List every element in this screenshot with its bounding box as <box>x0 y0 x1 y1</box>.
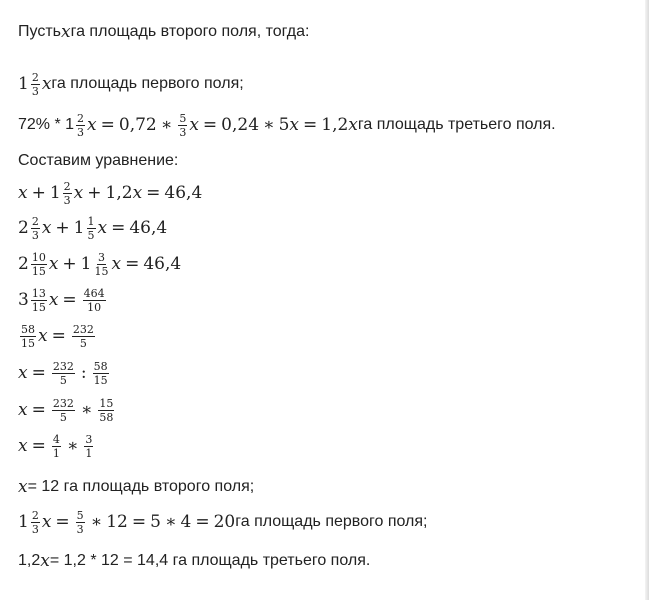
equals-sign: = <box>55 512 70 532</box>
multiply-sign: ∗ <box>164 512 177 532</box>
denominator: 3 <box>31 228 39 242</box>
whole-part: 1 <box>49 183 61 203</box>
var-x: x <box>48 290 59 310</box>
numerator: 2 <box>31 508 39 522</box>
var-x: x <box>40 551 50 571</box>
denominator: 15 <box>31 264 46 278</box>
denominator: 3 <box>31 84 39 98</box>
numerator: 5 <box>76 508 84 522</box>
denominator: 3 <box>179 125 187 139</box>
equation-line-4 <box>18 284 108 316</box>
value: 4 <box>180 512 192 532</box>
var-x: x <box>18 183 28 203</box>
numerator: 2 <box>31 70 39 84</box>
coefficient: 1,2 <box>18 552 41 569</box>
numerator: 2 <box>77 111 85 125</box>
equation-line-1 <box>18 177 202 209</box>
var-x: x <box>18 400 28 420</box>
value: 1,2 <box>105 183 133 203</box>
multiply-sign: ∗ <box>90 512 103 532</box>
numerator: 1 <box>87 214 95 228</box>
equals-sign: = <box>303 115 318 135</box>
result-first-field <box>18 506 427 538</box>
numerator: 2 <box>31 214 39 228</box>
denominator: 5 <box>87 228 95 242</box>
numerator: 232 <box>52 359 74 373</box>
multiply-sign: ∗ <box>80 400 93 420</box>
fraction <box>83 288 106 313</box>
denominator: 1 <box>85 446 93 460</box>
numerator: 2 <box>63 179 71 193</box>
denominator: 3 <box>63 193 71 207</box>
var-x: x <box>348 115 358 135</box>
equals-sign: = <box>62 290 77 310</box>
fraction <box>31 252 47 277</box>
fraction <box>76 113 85 138</box>
result-second-field <box>18 471 254 503</box>
fraction <box>93 361 109 386</box>
denominator: 3 <box>31 522 39 536</box>
numerator: 58 <box>21 322 35 336</box>
denominator: 15 <box>31 300 46 314</box>
whole-part: 1 <box>18 74 29 94</box>
fraction <box>63 181 72 206</box>
first-field-line <box>18 68 244 100</box>
equals-sign: = <box>31 400 46 420</box>
value: 20 <box>213 512 236 532</box>
third-field-line <box>18 109 556 141</box>
intro-text-b: га площадь второго поля, тогда: <box>70 23 310 40</box>
fraction <box>52 434 61 459</box>
denominator: 5 <box>59 410 67 424</box>
fraction <box>20 324 36 349</box>
result-text: = 12 га площадь второго поля; <box>27 478 255 495</box>
fraction <box>94 252 110 277</box>
equation-line-8 <box>18 430 95 462</box>
var-x: x <box>189 115 199 135</box>
equals-sign: = <box>111 218 126 238</box>
numerator: 232 <box>52 396 74 410</box>
fraction <box>31 510 40 535</box>
multiply-sign: ∗ <box>66 436 79 456</box>
denominator: 10 <box>87 300 102 314</box>
equals-sign: = <box>31 436 46 456</box>
var-x: x <box>87 115 97 135</box>
denominator: 15 <box>94 264 109 278</box>
var-x: x <box>289 115 299 135</box>
fraction <box>98 398 114 423</box>
whole-part: 1 <box>18 512 29 532</box>
fraction <box>87 216 96 241</box>
numerator: 4 <box>52 432 60 446</box>
intro-text-a: Пусть <box>18 23 61 40</box>
equals-sign: = <box>100 115 115 135</box>
denominator: 3 <box>77 125 85 139</box>
plus-sign: + <box>87 183 102 203</box>
value: 46,4 <box>143 254 182 274</box>
numerator: 3 <box>98 250 105 264</box>
denominator: 5 <box>79 336 87 350</box>
first-field-text: га площадь первого поля; <box>51 75 244 92</box>
multiply-sign: ∗ <box>263 115 275 135</box>
value: 0,72 <box>118 115 157 135</box>
equation-heading-text: Составим уравнение: <box>18 152 179 169</box>
equation-line-7 <box>18 394 116 426</box>
equation-line-5 <box>18 320 97 352</box>
var-x: x <box>111 254 122 274</box>
var-x: x <box>48 254 59 274</box>
value: 12 <box>106 512 128 532</box>
var-x: x <box>18 477 28 497</box>
multiply-sign: ∗ <box>160 115 173 135</box>
numerator: 5 <box>179 111 187 125</box>
numerator: 10 <box>31 250 46 264</box>
equals-sign: = <box>195 512 210 532</box>
whole-part: 1 <box>73 218 85 238</box>
var-x: x <box>97 218 108 238</box>
fraction <box>76 510 85 535</box>
equals-sign: = <box>131 512 147 532</box>
value: 46,4 <box>164 183 203 203</box>
var-x: x <box>18 436 28 456</box>
result-third-field <box>18 545 370 577</box>
equals-sign: = <box>146 183 161 203</box>
plus-sign: + <box>55 218 70 238</box>
fraction <box>31 216 40 241</box>
equals-sign: = <box>51 326 66 346</box>
numerator: 232 <box>72 322 94 336</box>
equals-sign: = <box>202 115 218 135</box>
percent-expr: 72% * 1 <box>18 116 75 133</box>
numerator: 13 <box>31 286 46 300</box>
denominator: 58 <box>99 410 114 424</box>
value: 5 <box>278 115 290 135</box>
page-edge-shadow <box>645 0 649 600</box>
result-text: = 1,2 * 12 = 14,4 га площадь третьего поля. <box>49 552 371 569</box>
whole-part: 2 <box>18 218 29 238</box>
numerator: 15 <box>99 396 114 410</box>
denominator: 15 <box>93 373 108 387</box>
value: 0,24 <box>221 115 260 135</box>
value: 46,4 <box>129 218 168 238</box>
var-x: x <box>132 183 143 203</box>
equation-line-3 <box>18 248 181 280</box>
result-text: га площадь первого поля; <box>235 513 428 530</box>
fraction <box>31 288 47 313</box>
plus-sign: + <box>62 254 77 274</box>
fraction <box>84 434 93 459</box>
denominator: 15 <box>21 336 35 350</box>
intro-line <box>18 16 309 48</box>
fraction <box>52 398 75 423</box>
whole-part: 2 <box>18 254 29 274</box>
equation-line-2 <box>18 212 167 244</box>
var-x: x <box>73 183 84 203</box>
equation-line-6 <box>18 357 111 389</box>
var-x: x <box>41 74 52 94</box>
whole-part: 1 <box>80 254 92 274</box>
equals-sign: = <box>125 254 140 274</box>
value: 1,2 <box>321 115 349 135</box>
denominator: 5 <box>59 373 67 387</box>
divide-sign: : <box>80 363 87 383</box>
denominator: 3 <box>76 522 84 536</box>
denominator: 1 <box>52 446 60 460</box>
numerator: 58 <box>93 359 108 373</box>
numerator: 464 <box>83 286 105 300</box>
fraction <box>52 361 75 386</box>
var-x: x <box>38 326 48 346</box>
whole-part: 3 <box>18 290 29 310</box>
equation-heading <box>18 145 178 177</box>
fraction <box>178 113 187 138</box>
var-x: x <box>41 218 52 238</box>
var-x: x <box>60 22 71 42</box>
third-field-text: га площадь третьего поля. <box>357 116 556 133</box>
numerator: 3 <box>85 432 93 446</box>
fraction <box>72 324 95 349</box>
var-x: x <box>18 363 28 383</box>
equals-sign: = <box>31 363 46 383</box>
fraction <box>31 72 40 97</box>
plus-sign: + <box>31 183 46 203</box>
value: 5 <box>150 512 161 532</box>
var-x: x <box>41 512 52 532</box>
